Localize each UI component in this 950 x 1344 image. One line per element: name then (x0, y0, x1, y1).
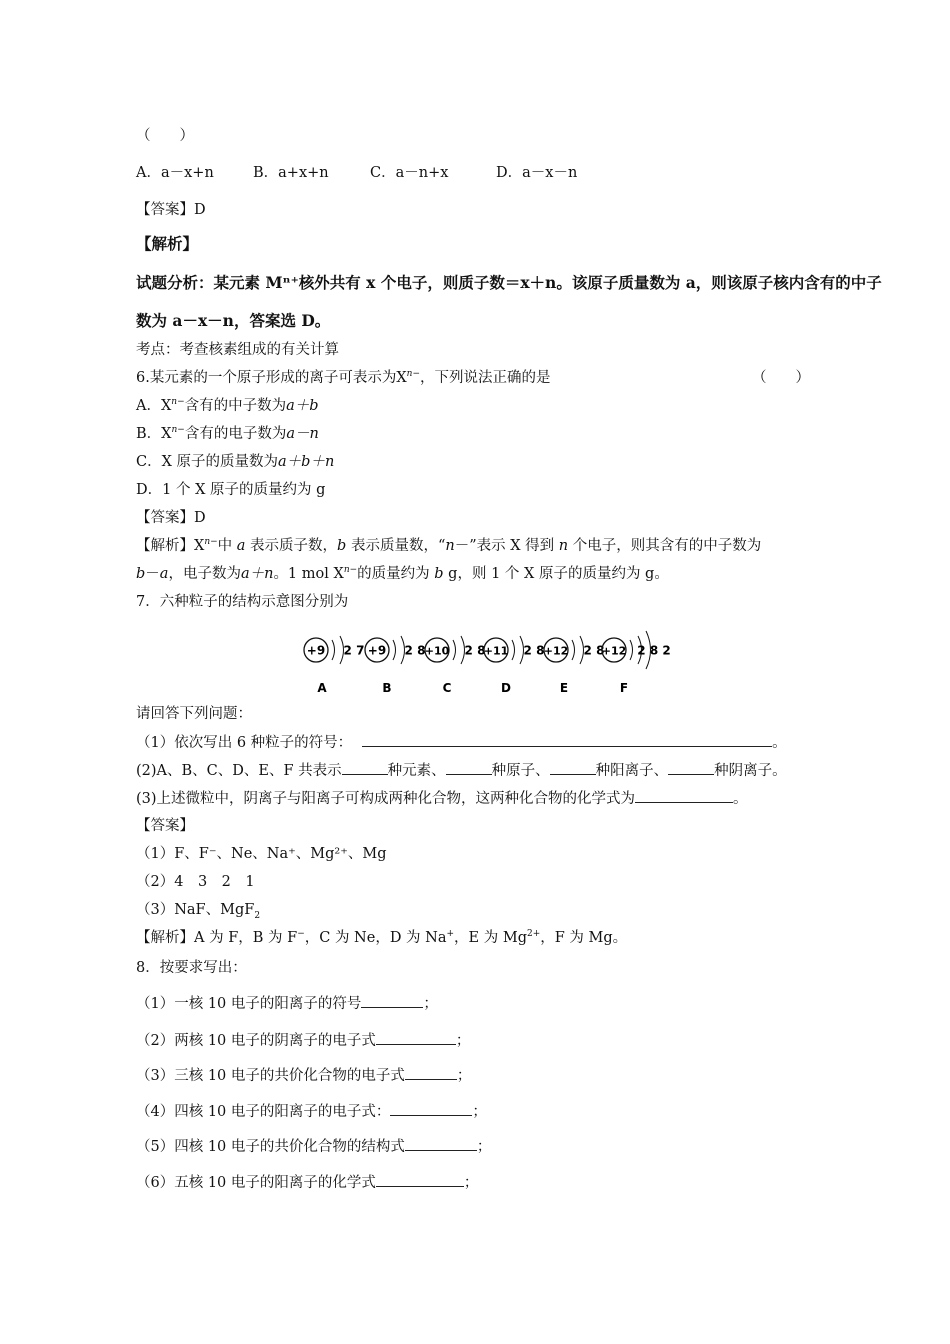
q8-item-3-blank[interactable] (405, 1065, 457, 1080)
q5-option-d: D．a－x－n (496, 165, 578, 181)
atom-diagram-a (304, 636, 364, 695)
q8-item-1: （1）一核 10 电子的阳离子的符号 ； (136, 993, 438, 1014)
q8-item-4: （4）四核 10 电子的阳离子的电子式： ； (136, 1101, 487, 1122)
q5-analysis-title: 【解析】 (136, 234, 199, 253)
q7-answer-title: 【答案】 (136, 818, 194, 834)
q5-answer: 【答案】D (136, 202, 206, 218)
atom-d-nucleus: +11 (483, 644, 509, 658)
atom-c-nucleus: +10 (424, 644, 450, 658)
atom-c-shells: 2 8 (464, 643, 486, 658)
q7-answer-2: （2）4 3 2 1 (136, 874, 255, 890)
q7-sub1: （1）依次写出 6 种粒子的符号： 。 (136, 732, 787, 753)
q6-stem: 6.某元素的一个原子形成的离子可表示为$X^{n-}$，下列说法正确的是 (136, 369, 551, 386)
atom-e-shells: 2 8 (583, 643, 605, 658)
atom-a-label: A (317, 681, 327, 695)
q7-sub2-blank-3[interactable] (550, 760, 596, 775)
q7-sub2-blank-2[interactable] (446, 760, 492, 775)
atom-b-shells: 2 8 (404, 643, 426, 658)
atom-e-label: E (559, 681, 569, 695)
q6-answer: 【答案】D (136, 510, 206, 526)
q6-analysis-line1: 【解析】$X^{n-}$中 a 表示质子数，b 表示质量数，“n－”表示 X 得到 n 个电子，则其含有的中子数为 (136, 537, 762, 554)
q5-option-c: C．a－n+x (370, 165, 449, 181)
q6-paren: （ ） (752, 370, 810, 386)
q7-prompt: 请回答下列问题： (136, 706, 252, 722)
q8-item-5-blank[interactable] (405, 1136, 477, 1151)
q5-kaodian: 考点：考查核素组成的有关计算 (136, 342, 339, 358)
q8-item-5: （5）四核 10 电子的共价化合物的结构式 ； (136, 1136, 491, 1157)
q5-paren: （ ） (136, 128, 194, 144)
atom-a-nucleus: +9 (306, 643, 326, 658)
atom-f-shells: 2 8 2 (637, 643, 671, 658)
q5-option-a: A．a－x+n (136, 165, 214, 181)
q7-sub2-blank-4[interactable] (668, 760, 714, 775)
atom-diagram-d (484, 636, 545, 695)
atom-structure-diagrams (290, 614, 690, 700)
atom-diagram-e (544, 636, 605, 695)
atom-diagram-b (365, 636, 425, 695)
q8-item-2-blank[interactable] (376, 1030, 456, 1045)
q6-option-c: C．X 原子的质量数为a＋b＋n (136, 454, 335, 470)
q8-item-1-blank[interactable] (361, 993, 423, 1008)
atom-c-label: C (442, 681, 452, 695)
atom-b-nucleus: +9 (367, 643, 387, 658)
atom-b-label: B (382, 681, 392, 695)
q7-sub3-blank[interactable] (635, 788, 733, 803)
q8-item-4-blank[interactable] (390, 1101, 472, 1116)
q8-item-2: （2）两核 10 电子的阴离子的电子式 ； (136, 1030, 470, 1051)
q7-sub2: (2)A、B、C、D、E、F 共表示 种元素、 种原子、 种阳离子、 种阴离子。 (136, 760, 787, 781)
q6-option-d: D．1 个 X 原子的质量约为 g (136, 482, 326, 498)
q8-item-6-blank[interactable] (376, 1172, 464, 1187)
q5-option-b: B．a+x+n (253, 165, 329, 181)
q7-stem: 7．六种粒子的结构示意图分别为 (136, 594, 349, 610)
q6-option-b: B．$X^{n-}$含有的电子数为a－n (136, 425, 319, 442)
atom-f-nucleus: +12 (601, 644, 627, 658)
q8-item-6: （6）五核 10 电子的阳离子的化学式 ； (136, 1172, 478, 1193)
q7-sub2-blank-1[interactable] (342, 760, 388, 775)
q6-analysis-line2: b－a，电子数为a＋n。1 mol $X^{n-}$的质量约为 b g，则 1 个 X 原子的质量约为 g。 (136, 565, 669, 582)
atom-diagram-c (425, 636, 486, 695)
q8-item-3: （3）三核 10 电子的共价化合物的电子式 ； (136, 1065, 471, 1086)
q5-analysis-line1: 试题分析：某元素 Mⁿ⁺核外共有 x 个电子，则质子数＝x＋n。该原子质量数为 a，则该原子核内含有的中子 (136, 273, 882, 292)
atom-d-shells: 2 8 (523, 643, 545, 658)
atom-a-shells: 2 7 (343, 643, 365, 658)
q8-stem: 8．按要求写出： (136, 960, 247, 976)
q7-analysis: 【解析】A 为 F，B 为 F−，C 为 Ne，D 为 Na+，E 为 $Mg^{2+}$，F 为 Mg。 (136, 929, 628, 946)
q7-sub3: (3)上述微粒中，阴离子与阳离子可构成两种化合物，这两种化合物的化学式为 。 (136, 788, 748, 809)
q5-analysis-line2: 数为 a－x－n，答案选 D。 (136, 311, 331, 330)
q7-sub1-blank[interactable] (362, 732, 772, 747)
atom-f-label: F (619, 681, 629, 695)
q7-answer-3: （3）NaF、MgF$_2$ (136, 902, 261, 921)
atom-d-label: D (501, 681, 511, 695)
atom-diagram-f (602, 631, 671, 695)
atom-e-nucleus: +12 (543, 644, 569, 658)
q6-option-a: A．$X^{n-}$含有的中子数为a＋b (136, 397, 319, 414)
q7-answer-1: （1）F、F⁻、Ne、Na⁺、Mg²⁺、Mg (136, 846, 387, 862)
